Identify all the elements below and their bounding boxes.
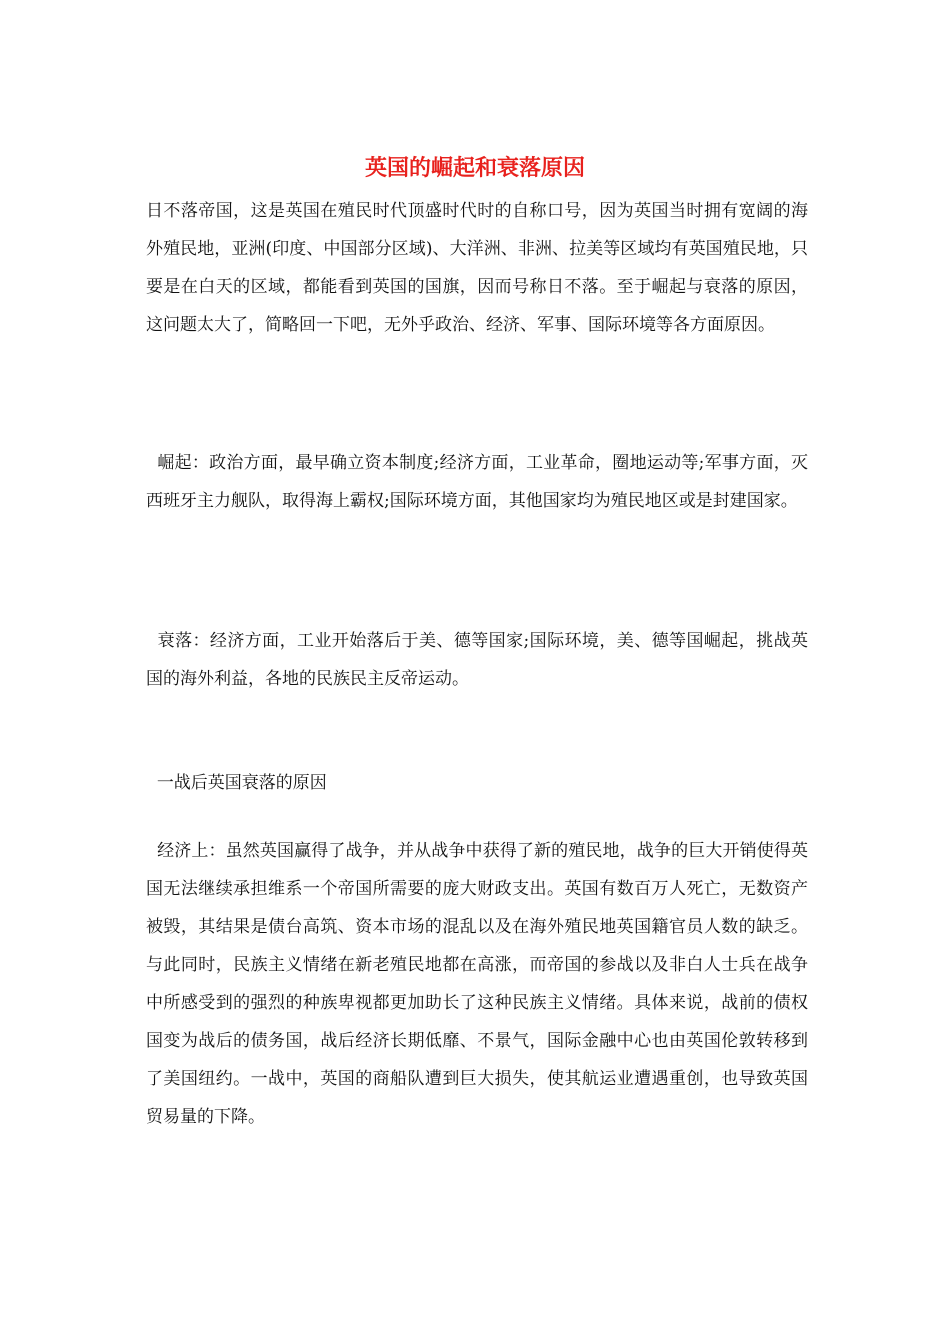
paragraph-intro: 日不落帝国，这是英国在殖民时代顶盛时代时的自称口号，因为英国当时拥有宽阔的海外殖民地，亚洲(印度、中国部分区域)、大洋洲、非洲、拉美等区域均有英国殖民地，只要是在白天的区域，都能看到英国的国旗，因而号称日不落。至于崛起与衰落的原因，这问题太大了，简略回一下吧，无外乎政治、经济、军事、国际环境等各方面原因。 [146, 201, 808, 335]
paragraph-fall: 衰落：经济方面，工业开始落后于美、德等国家;国际环境，美、德等国崛起，挑战英国的海外利益，各地的民族民主反帝运动。 [146, 631, 808, 689]
document-title: 英国的崛起和衰落原因 [364, 155, 585, 181]
section-heading-wwi-decline: 一战后英国衰落的原因 [146, 773, 327, 793]
paragraph-economic: 经济上：虽然英国赢得了战争，并从战争中获得了新的殖民地，战争的巨大开销使得英国无法继续承担维系一个帝国所需要的庞大财政支出。英国有数百万人死亡，无数资产被毁，其结果是债台高筑、资本市场的混乱以及在海外殖民地英国籍官员人数的缺乏。与此同时，民族主义情绪在新老殖民地都在高涨，而帝国的参战以及非白人士兵在战争中所感受到的强烈的种族卑视都更加助长了这种民族主义情绪。具体来说，战前的债权国变为战后的债务国，战后经济长期低靡、不景气，国际金融中心也由英国伦敦转移到了美国纽约。一战中，英国的商船队遭到巨大损失，使其航运业遭遇重创，也导致英国贸易量的下降。 [146, 841, 808, 1127]
paragraph-rise: 崛起：政治方面，最早确立资本制度;经济方面，工业革命，圈地运动等;军事方面，灭西班牙主力舰队，取得海上霸权;国际环境方面，其他国家均为殖民地区或是封建国家。 [146, 453, 808, 511]
